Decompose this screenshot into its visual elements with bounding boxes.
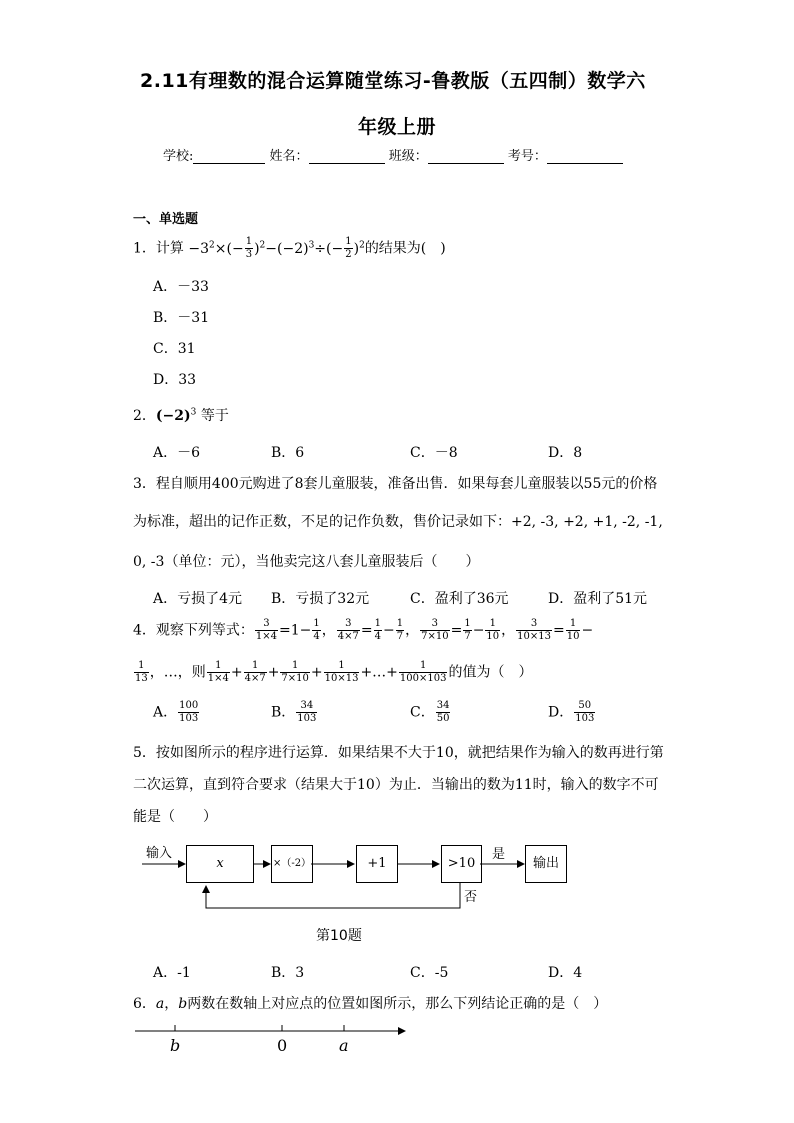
exam-number-label: 考号： [507, 149, 547, 164]
question-1: 1．计算 $-3^2\times(-$ $\frac{1}{3}$ )$^2-(-2)^3\div(-$ $\frac{1}{2}$ )$^2$的结果为( ) [133, 236, 446, 260]
q3-option-b[interactable]: B．亏损了32元 [271, 591, 370, 607]
q4-option-d[interactable]: D． $\frac{50}{103}$ [548, 700, 595, 724]
question-3-line-3: 0, -3（单位：元），当他卖完这八套儿童服装后（ ） [133, 554, 480, 570]
question-2: 2．$(-2)^3$ 等于 [133, 407, 229, 424]
flow-no-label: 否 [464, 890, 478, 905]
class-label: 班级： [388, 149, 428, 164]
q2-option-d[interactable]: D．8 [548, 445, 583, 461]
question-6: 6．a，b两数在数轴上对应点的位置如图所示，那么下列结论正确的是（ ） [133, 996, 608, 1012]
q2-option-a[interactable]: A．－6 [153, 445, 201, 461]
axis-label-b: b [170, 1036, 181, 1055]
q1-option-a[interactable]: A．－33 [153, 279, 209, 295]
q5-option-a[interactable]: A．-1 [153, 965, 191, 981]
exam-number-field[interactable] [547, 149, 623, 164]
q5-option-b[interactable]: B．3 [271, 965, 305, 981]
q1-option-c[interactable]: C．31 [153, 341, 196, 357]
q2-option-b[interactable]: B．6 [271, 445, 305, 461]
flow-box-multiply: ×（-2） [271, 845, 313, 883]
question-3-line-2: 为标准，超出的记作正数，不足的记作负数，售价记录如下：+2, -3, +2, +1, -2, -1, [133, 514, 663, 530]
q3-option-d[interactable]: D．盈利了51元 [548, 591, 648, 607]
figure-caption: 第10题 [316, 928, 362, 944]
page-title-line2: 年级上册 [358, 116, 437, 138]
section-heading: 一、单选题 [133, 212, 199, 227]
flow-input-label: 输入 [146, 846, 173, 861]
arrow-loop-no [206, 882, 460, 908]
q1-expression: $-3^2\times(-$ $\frac{1}{3}$ )$^2-(-2)^3\div(-$ $\frac{1}{2}$ )$^2$ [188, 236, 365, 260]
q4-option-b[interactable]: B． $\frac{34}{103}$ [271, 700, 317, 724]
flow-box-add: +1 [356, 845, 398, 883]
axis-label-zero: 0 [277, 1036, 288, 1055]
q1-option-d[interactable]: D．33 [153, 372, 197, 388]
q3-option-a[interactable]: A．亏损了4元 [153, 591, 243, 607]
flow-yes-label: 是 [492, 847, 506, 862]
flow-box-compare: >10 [441, 845, 482, 883]
flow-box-x: x [186, 845, 254, 883]
question-5-line-3: 能是（ ） [133, 809, 217, 825]
question-3-line-1: 3．程自顺用400元购进了8套儿童服装，准备出售．如果每套儿童服装以55元的价格 [133, 476, 658, 492]
student-info-row [163, 145, 623, 164]
q5-option-c[interactable]: C．-5 [410, 965, 449, 981]
q2-option-c[interactable]: C．－8 [410, 445, 458, 461]
class-field[interactable] [428, 149, 504, 164]
school-field[interactable] [193, 149, 265, 164]
name-label: 姓名： [269, 149, 309, 164]
question-5-line-2: 二次运算，直到符合要求（结果大于10）为止．当输出的数为11时，输入的数字不可 [133, 777, 659, 793]
school-label: 学校: [163, 149, 194, 164]
q1-option-b[interactable]: B．－31 [153, 310, 210, 326]
q3-option-c[interactable]: C．盈利了36元 [410, 591, 509, 607]
axis-label-a: a [339, 1036, 349, 1055]
question-5-line-1: 5．按如图所示的程序进行运算．如果结果不大于10，就把结果作为输入的数再进行第 [133, 745, 664, 761]
flow-box-output: 输出 [525, 845, 567, 883]
page-title-line1: 2.11有理数的混合运算随堂练习-鲁教版（五四制）数学六 [140, 70, 646, 92]
q4-option-a[interactable]: A． $\frac{100}{103}$ [153, 700, 199, 724]
question-4-line-1: 4．观察下列等式： $\frac{3}{1\times 4}$ =1− $\frac{1}{4}$ ， $\frac{3}{4\times 7}$ = $\frac{1}{4}$ − $\frac{1}{7}$ ， $\frac{3}{7\times 10}$ = $\frac{1}{7}$ − $\frac{1}{10}$ ， $\frac{3}{10\times 13}$ = $\frac{1}{10}$ − [133, 618, 594, 642]
q5-option-d[interactable]: D．4 [548, 965, 583, 981]
name-field[interactable] [309, 149, 385, 164]
q4-option-c[interactable]: C． $\frac{34}{50}$ [410, 700, 450, 724]
question-4-line-2: $\frac{1}{13}$ ，…，则 $\frac{1}{1\times 4}$ + $\frac{1}{4\times 7}$ + $\frac{1}{7\times 10}$ + $\frac{1}{10\times 13}$ +…+ $\frac{1}{100\times 103}$ 的值为（ ） [135, 660, 533, 684]
